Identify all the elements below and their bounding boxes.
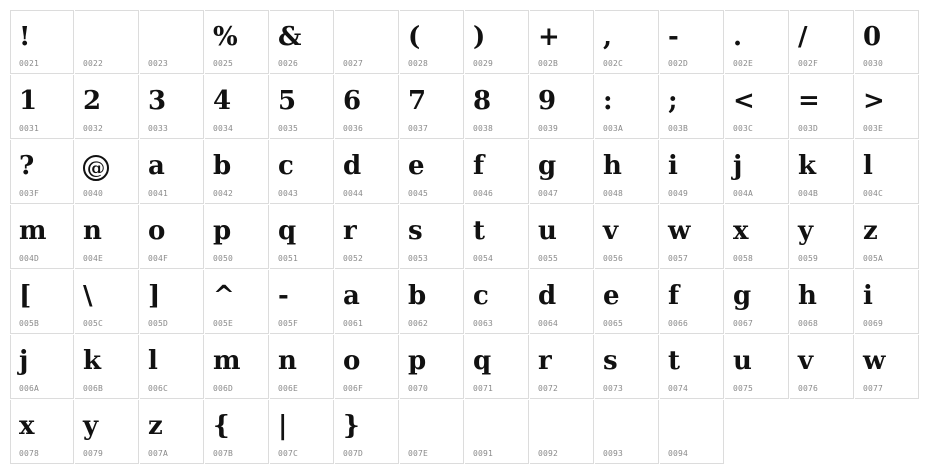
glyph-sample: 4	[213, 86, 232, 116]
glyph-sample: 2	[83, 86, 102, 116]
glyph-code: 0043	[278, 189, 299, 198]
glyph-cell	[595, 205, 659, 269]
glyph-code: 004C	[863, 189, 884, 198]
glyph-code: 0092	[538, 449, 559, 458]
glyph-cell	[725, 75, 789, 139]
glyph-cell	[530, 205, 594, 269]
glyph-cell	[140, 10, 204, 74]
glyph-cell	[270, 270, 334, 334]
glyph-sample: r	[343, 216, 357, 246]
glyph-code: 0031	[19, 124, 40, 133]
glyph-cell	[400, 205, 464, 269]
glyph-cell	[75, 205, 139, 269]
glyph-code: 0055	[538, 254, 559, 263]
glyph-cell	[75, 270, 139, 334]
glyph-sample: k	[83, 346, 102, 376]
glyph-code: 002B	[538, 59, 559, 68]
glyph-cell	[660, 335, 724, 399]
glyph-sample: /	[798, 22, 808, 52]
glyph-sample: {	[213, 411, 230, 441]
glyph-cell	[595, 75, 659, 139]
glyph-cell	[140, 335, 204, 399]
glyph-code: 0073	[603, 384, 624, 393]
glyph-cell	[10, 335, 74, 399]
glyph-sample: n	[278, 346, 297, 376]
glyph-sample: m	[19, 216, 47, 246]
glyph-sample: ,	[603, 22, 613, 52]
glyph-code: 006E	[278, 384, 299, 393]
glyph-code: 0023	[148, 59, 169, 68]
glyph-sample: m	[213, 346, 241, 376]
glyph-sample: \	[83, 281, 93, 311]
glyph-sample: g	[538, 151, 557, 181]
glyph-sample: -	[278, 281, 289, 311]
glyph-cell	[10, 75, 74, 139]
glyph-sample: %	[213, 22, 238, 52]
glyph-sample: y	[798, 216, 814, 246]
glyph-sample: >	[863, 86, 885, 116]
glyph-cell	[75, 335, 139, 399]
glyph-code: 004D	[19, 254, 40, 263]
glyph-code: 0067	[733, 319, 754, 328]
glyph-code: 0075	[733, 384, 754, 393]
glyph-sample: e	[408, 151, 425, 181]
glyph-sample: b	[213, 151, 232, 181]
glyph-code: 005A	[863, 254, 884, 263]
glyph-sample: n	[83, 216, 102, 246]
glyph-code: 007D	[343, 449, 364, 458]
glyph-code: 0066	[668, 319, 689, 328]
glyph-cell	[335, 75, 399, 139]
glyph-cell	[855, 205, 919, 269]
glyph-cell	[660, 75, 724, 139]
glyph-cell	[725, 205, 789, 269]
glyph-code: 0037	[408, 124, 429, 133]
glyph-sample: 5	[278, 86, 297, 116]
glyph-cell	[530, 335, 594, 399]
glyph-cell	[270, 10, 334, 74]
glyph-code: 0049	[668, 189, 689, 198]
glyph-code: 006F	[343, 384, 364, 393]
glyph-cell	[205, 400, 269, 464]
glyph-code: 0072	[538, 384, 559, 393]
glyph-cell	[335, 10, 399, 74]
glyph-code: 005F	[278, 319, 299, 328]
glyph-cell	[75, 10, 139, 74]
glyph-sample: t	[473, 216, 486, 246]
glyph-code: 0079	[83, 449, 104, 458]
glyph-sample: u	[733, 346, 752, 376]
glyph-code: 0065	[603, 319, 624, 328]
glyph-sample: d	[538, 281, 557, 311]
glyph-sample: c	[473, 281, 489, 311]
glyph-code: 002E	[733, 59, 754, 68]
glyph-code: 0070	[408, 384, 429, 393]
glyph-code: 0050	[213, 254, 234, 263]
glyph-cell	[725, 10, 789, 74]
glyph-cell	[335, 140, 399, 204]
glyph-code: 0058	[733, 254, 754, 263]
glyph-code: 0061	[343, 319, 364, 328]
glyph-code: 0053	[408, 254, 429, 263]
glyph-code: 0029	[473, 59, 494, 68]
glyph-sample: e	[603, 281, 620, 311]
glyph-cell	[595, 270, 659, 334]
glyph-sample: p	[408, 346, 427, 376]
glyph-code: 0039	[538, 124, 559, 133]
glyph-cell	[75, 400, 139, 464]
glyph-code: 0069	[863, 319, 884, 328]
glyph-cell	[465, 400, 529, 464]
glyph-cell	[790, 140, 854, 204]
glyph-code: 0047	[538, 189, 559, 198]
glyph-code: 0054	[473, 254, 494, 263]
glyph-cell	[465, 140, 529, 204]
glyph-cell	[400, 75, 464, 139]
glyph-cell	[660, 270, 724, 334]
glyph-code: 007E	[408, 449, 429, 458]
glyph-sample: !	[19, 22, 31, 52]
glyph-sample: d	[343, 151, 362, 181]
glyph-sample: v	[603, 216, 619, 246]
glyph-cell	[855, 140, 919, 204]
glyph-sample: 1	[19, 86, 38, 116]
glyph-cell	[205, 270, 269, 334]
glyph-code: 006B	[83, 384, 104, 393]
glyph-sample: a	[343, 281, 360, 311]
glyph-code: 006D	[213, 384, 234, 393]
glyph-code: 0030	[863, 59, 884, 68]
glyph-sample: :	[603, 86, 613, 116]
glyph-cell	[660, 400, 724, 464]
glyph-code: 004B	[798, 189, 819, 198]
glyph-sample: w	[668, 216, 691, 246]
glyph-code: 003E	[863, 124, 884, 133]
glyph-code: 006C	[148, 384, 169, 393]
glyph-code: 0074	[668, 384, 689, 393]
glyph-cell	[270, 335, 334, 399]
glyph-sample: p	[213, 216, 232, 246]
glyph-sample: 7	[408, 86, 427, 116]
glyph-cell	[140, 75, 204, 139]
glyph-code: 0052	[343, 254, 364, 263]
glyph-sample: +	[538, 22, 560, 52]
glyph-code: 0076	[798, 384, 819, 393]
glyph-cell	[270, 140, 334, 204]
glyph-sample: q	[473, 346, 492, 376]
glyph-code: 0042	[213, 189, 234, 198]
glyph-cell	[335, 205, 399, 269]
glyph-cell	[465, 335, 529, 399]
glyph-code: 003C	[733, 124, 754, 133]
glyph-code: 0091	[473, 449, 494, 458]
glyph-cell	[75, 140, 139, 204]
glyph-sample: z	[148, 411, 163, 441]
glyph-sample: .	[733, 22, 743, 52]
glyph-sample: j	[733, 151, 743, 181]
glyph-cell	[10, 205, 74, 269]
glyph-cell	[855, 270, 919, 334]
glyph-cell	[335, 270, 399, 334]
glyph-sample: }	[343, 411, 360, 441]
glyph-code: 0063	[473, 319, 494, 328]
glyph-sample: ]	[148, 281, 161, 311]
glyph-code: 0036	[343, 124, 364, 133]
glyph-code: 0044	[343, 189, 364, 198]
glyph-cell	[10, 140, 74, 204]
glyph-cell	[10, 270, 74, 334]
glyph-sample: 6	[343, 86, 362, 116]
glyph-cell	[400, 10, 464, 74]
glyph-sample: x	[19, 411, 35, 441]
glyph-sample: c	[278, 151, 294, 181]
glyph-cell	[530, 400, 594, 464]
glyph-cell	[595, 400, 659, 464]
glyph-code: 007C	[278, 449, 299, 458]
glyph-code: 005E	[213, 319, 234, 328]
glyph-sample: u	[538, 216, 557, 246]
glyph-cell	[400, 140, 464, 204]
glyph-sample: ^	[213, 281, 235, 311]
glyph-code: 0068	[798, 319, 819, 328]
glyph-code: 0033	[148, 124, 169, 133]
glyph-code: 0062	[408, 319, 429, 328]
glyph-sample: b	[408, 281, 427, 311]
glyph-code: 0057	[668, 254, 689, 263]
glyph-code: 006A	[19, 384, 40, 393]
glyph-code: 0026	[278, 59, 299, 68]
glyph-cell	[400, 400, 464, 464]
glyph-sample: 0	[863, 22, 882, 52]
glyph-chart	[10, 10, 920, 465]
glyph-cell	[270, 400, 334, 464]
glyph-cell	[270, 205, 334, 269]
glyph-cell	[400, 335, 464, 399]
glyph-code: 0077	[863, 384, 884, 393]
glyph-sample: |	[278, 411, 288, 441]
glyph-sample: s	[408, 216, 423, 246]
glyph-cell	[400, 270, 464, 334]
glyph-cell	[530, 140, 594, 204]
glyph-cell	[855, 75, 919, 139]
glyph-cell	[465, 75, 529, 139]
glyph-code: 0028	[408, 59, 429, 68]
glyph-sample: t	[668, 346, 681, 376]
glyph-sample: j	[19, 346, 29, 376]
glyph-sample: i	[863, 281, 873, 311]
glyph-cell	[140, 140, 204, 204]
glyph-cell	[530, 270, 594, 334]
ringed-glyph: @	[83, 155, 109, 181]
glyph-cell	[205, 140, 269, 204]
glyph-code: 0048	[603, 189, 624, 198]
glyph-sample: <	[733, 86, 755, 116]
glyph-code: 0038	[473, 124, 494, 133]
glyph-code: 0035	[278, 124, 299, 133]
glyph-sample: q	[278, 216, 297, 246]
glyph-cell	[10, 10, 74, 74]
glyph-sample: (	[408, 22, 421, 52]
glyph-code: 0094	[668, 449, 689, 458]
glyph-cell	[205, 205, 269, 269]
glyph-code: 0071	[473, 384, 494, 393]
glyph-cell	[10, 400, 74, 464]
glyph-cell	[855, 335, 919, 399]
glyph-code: 0051	[278, 254, 299, 263]
glyph-cell	[205, 10, 269, 74]
glyph-cell	[595, 335, 659, 399]
glyph-code: 0046	[473, 189, 494, 198]
glyph-code: 002D	[668, 59, 689, 68]
glyph-sample: h	[603, 151, 622, 181]
glyph-cell	[790, 205, 854, 269]
glyph-cell	[335, 335, 399, 399]
glyph-sample: f	[668, 281, 680, 311]
glyph-sample: r	[538, 346, 552, 376]
glyph-sample: w	[863, 346, 886, 376]
glyph-cell	[465, 205, 529, 269]
glyph-cell	[725, 335, 789, 399]
glyph-sample: ?	[19, 151, 35, 181]
glyph-sample: k	[798, 151, 817, 181]
glyph-sample: 9	[538, 86, 557, 116]
glyph-sample: y	[83, 411, 99, 441]
glyph-sample: -	[668, 22, 679, 52]
glyph-sample: v	[798, 346, 814, 376]
glyph-code: 003B	[668, 124, 689, 133]
glyph-cell	[205, 75, 269, 139]
glyph-sample: ;	[668, 86, 678, 116]
glyph-cell	[530, 10, 594, 74]
glyph-code: 004E	[83, 254, 104, 263]
glyph-cell	[790, 10, 854, 74]
glyph-cell	[465, 270, 529, 334]
glyph-code: 003D	[798, 124, 819, 133]
glyph-cell	[595, 140, 659, 204]
glyph-cell	[205, 335, 269, 399]
glyph-code: 0056	[603, 254, 624, 263]
glyph-code: 007A	[148, 449, 169, 458]
glyph-cell	[140, 400, 204, 464]
glyph-cell	[335, 400, 399, 464]
glyph-code: 0045	[408, 189, 429, 198]
glyph-sample	[83, 148, 109, 184]
glyph-sample: [	[19, 281, 32, 311]
glyph-cell	[725, 270, 789, 334]
glyph-code: 0064	[538, 319, 559, 328]
glyph-code: 003F	[19, 189, 40, 198]
glyph-sample: l	[863, 151, 873, 181]
glyph-sample: x	[733, 216, 749, 246]
glyph-sample: g	[733, 281, 752, 311]
glyph-cell	[465, 10, 529, 74]
glyph-cell	[75, 75, 139, 139]
glyph-code: 0041	[148, 189, 169, 198]
glyph-sample: i	[668, 151, 678, 181]
glyph-code: 005D	[148, 319, 169, 328]
glyph-cell	[790, 270, 854, 334]
glyph-code: 007B	[213, 449, 234, 458]
glyph-sample: s	[603, 346, 618, 376]
glyph-sample: h	[798, 281, 817, 311]
glyph-code: 0040	[83, 189, 104, 198]
glyph-cell	[855, 10, 919, 74]
glyph-cell	[660, 140, 724, 204]
glyph-sample: f	[473, 151, 485, 181]
glyph-code: 003A	[603, 124, 624, 133]
glyph-cell	[660, 10, 724, 74]
glyph-cell	[140, 205, 204, 269]
glyph-code: 005C	[83, 319, 104, 328]
glyph-code: 0021	[19, 59, 40, 68]
glyph-sample: )	[473, 22, 486, 52]
glyph-code: 0022	[83, 59, 104, 68]
glyph-code: 005B	[19, 319, 40, 328]
glyph-code: 0032	[83, 124, 104, 133]
glyph-cell	[725, 140, 789, 204]
glyph-code: 002C	[603, 59, 624, 68]
glyph-cell	[790, 75, 854, 139]
glyph-code: 0027	[343, 59, 364, 68]
glyph-sample: 3	[148, 86, 167, 116]
glyph-sample: &	[278, 22, 302, 52]
glyph-code: 0093	[603, 449, 624, 458]
glyph-cell	[595, 10, 659, 74]
glyph-sample: l	[148, 346, 158, 376]
glyph-cell	[530, 75, 594, 139]
glyph-sample: =	[798, 86, 820, 116]
glyph-cell	[270, 75, 334, 139]
glyph-code: 0025	[213, 59, 234, 68]
glyph-code: 004F	[148, 254, 169, 263]
glyph-sample: o	[148, 216, 166, 246]
glyph-sample: 8	[473, 86, 492, 116]
glyph-cell	[660, 205, 724, 269]
glyph-code: 0059	[798, 254, 819, 263]
glyph-code: 002F	[798, 59, 819, 68]
glyph-code: 0034	[213, 124, 234, 133]
glyph-cell	[140, 270, 204, 334]
glyph-sample: z	[863, 216, 878, 246]
glyph-code: 0078	[19, 449, 40, 458]
glyph-sample: a	[148, 151, 165, 181]
glyph-code: 004A	[733, 189, 754, 198]
glyph-sample: o	[343, 346, 361, 376]
glyph-cell	[790, 335, 854, 399]
